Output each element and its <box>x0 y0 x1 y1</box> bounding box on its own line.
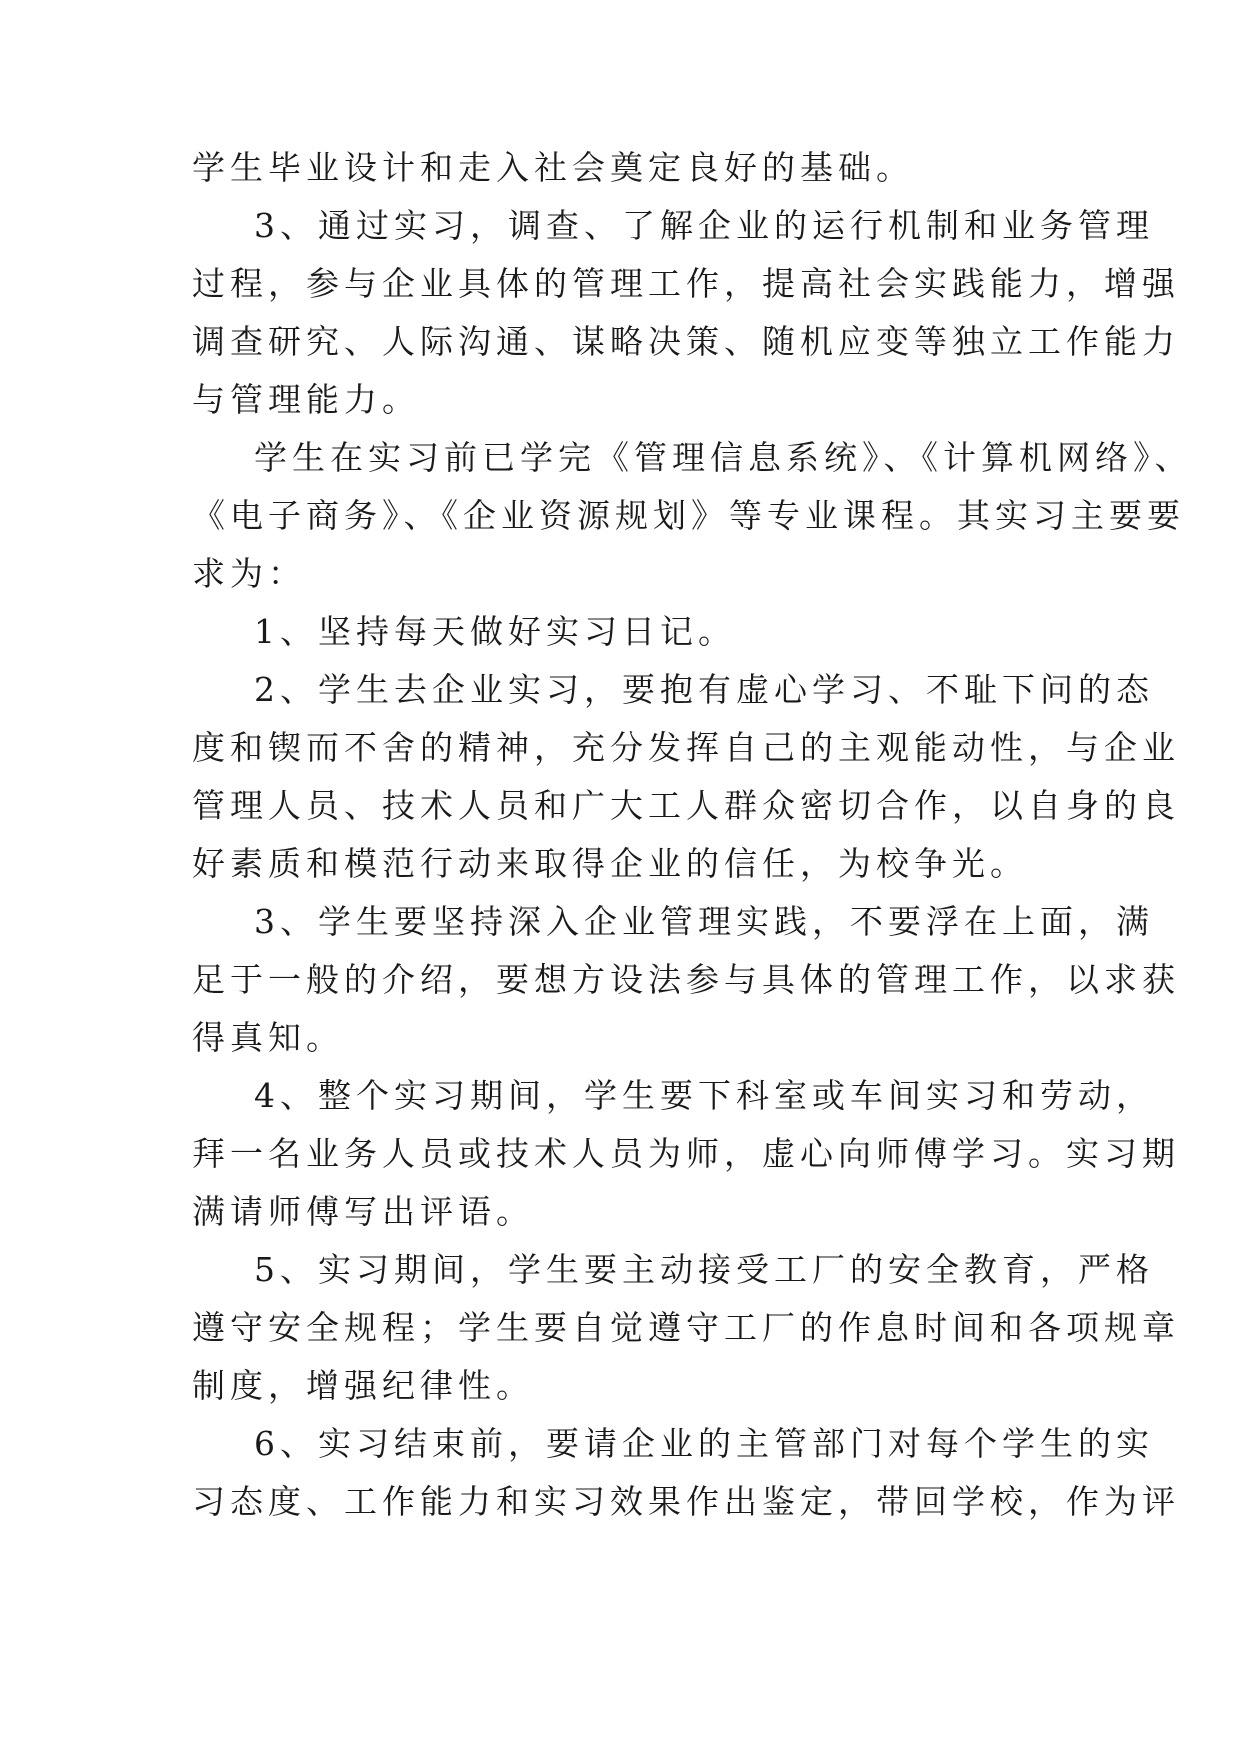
text-line: 1、坚持每天做好实习日记。 <box>254 612 736 651</box>
text-line: 4、整个实习期间，学生要下科室或车间实习和劳动， <box>254 1076 1154 1115</box>
text-line: 《电子商务》、《企业资源规划》等专业课程。其实习主要要 <box>192 496 1185 535</box>
text-line: 足于一般的介绍，要想方设法参与具体的管理工作，以求获 <box>192 960 1180 999</box>
text-line: 度和锲而不舍的精神，充分发挥自己的主观能动性，与企业 <box>192 728 1180 767</box>
text-line: 好素质和模范行动来取得企业的信任，为校争光。 <box>192 844 1028 883</box>
text-line: 调查研究、人际沟通、谋略决策、随机应变等独立工作能力 <box>192 322 1180 361</box>
text-line: 3、学生要坚持深入企业管理实践，不要浮在上面，满 <box>254 902 1154 941</box>
text-line: 学生在实习前已学完《管理信息系统》、《计算机网络》、 <box>254 438 1193 477</box>
text-line: 习态度、工作能力和实习效果作出鉴定，带回学校，作为评 <box>192 1482 1180 1521</box>
text-line: 3、通过实习，调查、了解企业的运行机制和业务管理 <box>254 206 1154 245</box>
text-line: 遵守安全规程；学生要自觉遵守工厂的作息时间和各项规章 <box>192 1308 1180 1347</box>
text-line: 6、实习结束前，要请企业的主管部门对每个学生的实 <box>254 1424 1154 1463</box>
text-line: 求为： <box>192 554 306 593</box>
text-line: 2、学生去企业实习，要抱有虚心学习、不耻下问的态 <box>254 670 1154 709</box>
text-line: 满请师傅写出评语。 <box>192 1192 534 1231</box>
text-line: 与管理能力。 <box>192 380 420 419</box>
text-line: 5、实习期间，学生要主动接受工厂的安全教育，严格 <box>254 1250 1154 1289</box>
text-line: 过程，参与企业具体的管理工作，提高社会实践能力，增强 <box>192 264 1180 303</box>
text-line: 得真知。 <box>192 1018 344 1057</box>
text-line: 制度，增强纪律性。 <box>192 1366 534 1405</box>
text-line: 拜一名业务人员或技术人员为师，虚心向师傅学习。实习期 <box>192 1134 1180 1173</box>
text-line: 学生毕业设计和走入社会奠定良好的基础。 <box>192 148 914 187</box>
text-line: 管理人员、技术人员和广大工人群众密切合作，以自身的良 <box>192 786 1180 825</box>
